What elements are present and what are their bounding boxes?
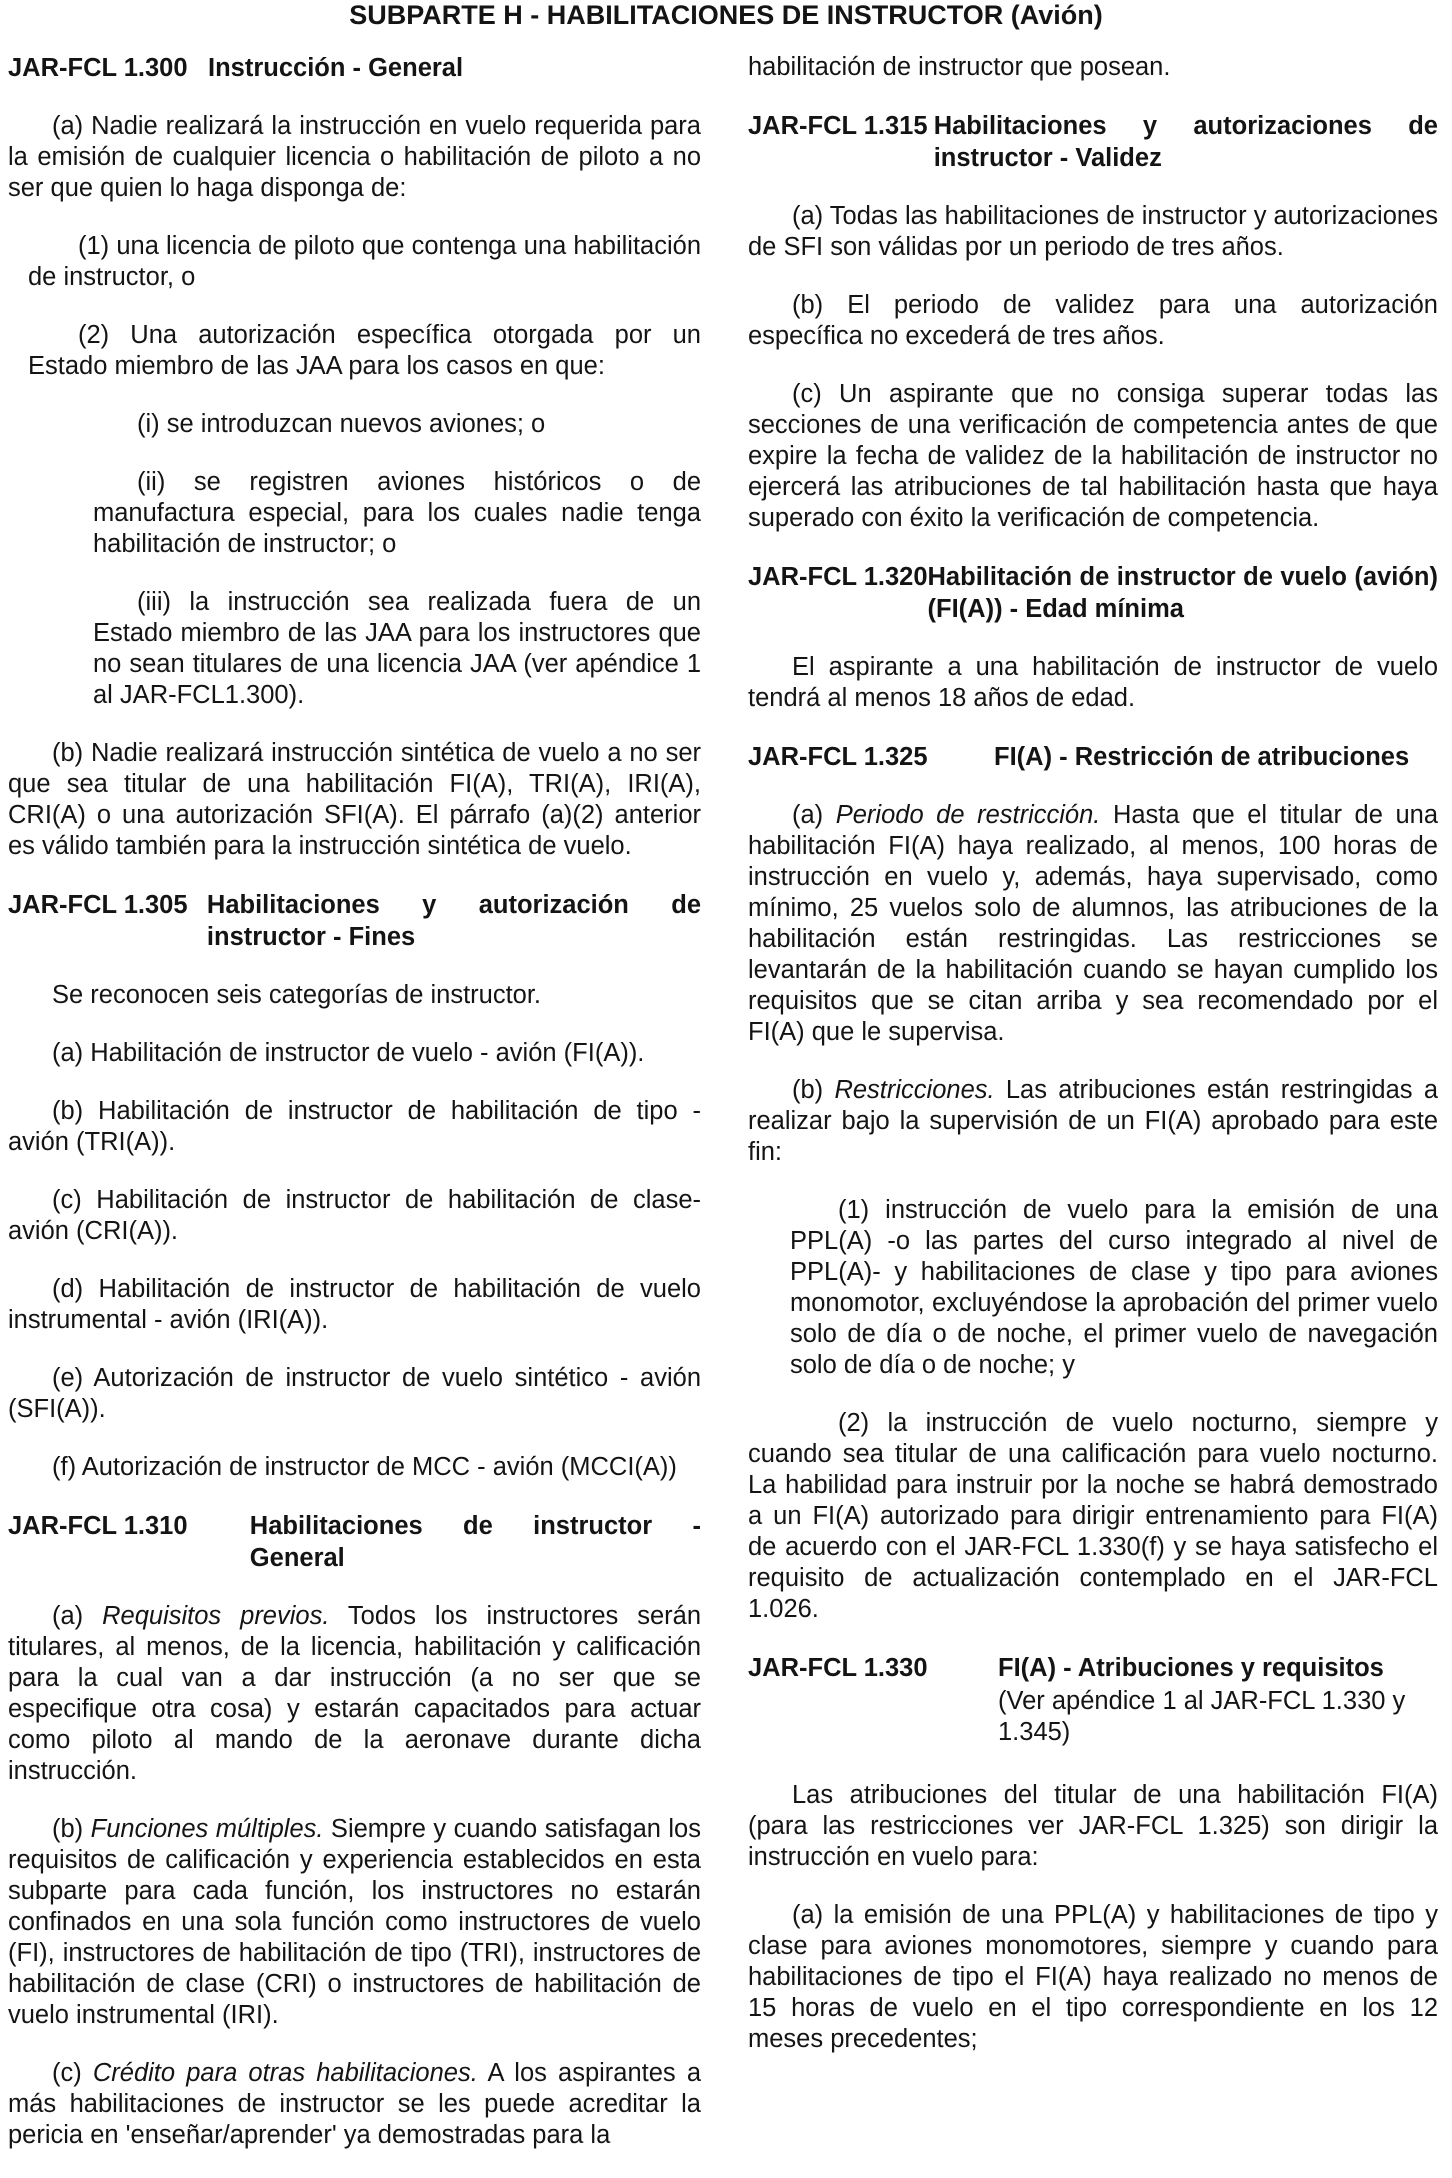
section-title: Habilitaciones y autorizaciones de instructor - Validez — [933, 112, 1438, 172]
section-heading-1315 — [748, 110, 1438, 174]
paragraph-1315-a: (a) Todas las habilitaciones de instructor y autorizaciones de SFI son válidas por un periodo de tres años. — [748, 202, 1438, 261]
paragraph-1305-b: (b) Habilitación de instructor de habilitación de tipo - avión (TRI(A)). — [8, 1097, 701, 1156]
paragraph-label: (c) — [52, 2059, 93, 2087]
section-heading-1320 — [748, 561, 1438, 625]
paragraph-1315-b: (b) El periodo de validez para una autorización específica no excederá de tres años. — [748, 291, 1438, 350]
section-title: FI(A) - Restricción de atribuciones — [994, 743, 1410, 771]
paragraph-text: Hasta que el titular de una habilitación FI(A) haya realizado, al menos, 100 horas de instrucción en vuelo y, además, haya supervisado, como mínimo, 25 vuelos solo de alumnos, las atribuciones de la habilitación están restringidas. Las restricciones se levantarán de la habilitación cuando se hayan cumplido los requisitos que se citan arriba y sea recomendado por el FI(A) que le supervisa. — [748, 801, 1439, 1046]
page-title: SUBPARTE H - HABILITACIONES DE INSTRUCTOR (Avión) — [349, 0, 1103, 30]
paragraph-1305-c: (c) Habilitación de instructor de habilitación de clase-avión (CRI(A)). — [8, 1186, 701, 1245]
section-heading-1330 — [748, 1652, 1438, 1684]
section-heading-1325 — [748, 741, 1438, 773]
paragraph-1310-c — [8, 2058, 701, 2151]
paragraph-1305-f: (f) Autorización de instructor de MCC - avión (MCCI(A)) — [52, 1453, 677, 1481]
paragraph-1325-a — [748, 800, 1438, 1048]
section-title: Habilitaciones de instructor - General — [249, 1512, 701, 1572]
paragraph-1330-a: (a) la emisión de una PPL(A) y habilitaciones de tipo y clase para aviones monomotores, siempre y cuando para habilitaciones de tipo el FI(A) haya realizado no menos de 15 horas de vuelo en el tipo correspondiente en los 12 meses precedentes; — [748, 1901, 1438, 2053]
paragraph-1310-b — [8, 1814, 701, 2031]
paragraph-label: (b) — [792, 1076, 835, 1104]
paragraph-1300-aiii: (iii) la instrucción sea realizada fuera de un Estado miembro de las JAA para los instructores que no sean titulares de una licencia JAA (ver apéndice 1 al JAR-FCL1.300). — [93, 588, 701, 709]
paragraph-1305-intro: Se reconocen seis categorías de instructor. — [52, 981, 542, 1009]
section-code: JAR-FCL 1.300 — [8, 54, 188, 82]
section-code: JAR-FCL 1.305 — [8, 891, 188, 919]
paragraph-1325-b2: (2) la instrucción de vuelo nocturno, siempre y cuando sea titular de una calificación para vuelo nocturno. La habilidad para instruir por la noche se habrá demostrado a un FI(A) autorizado para dirigir entrenamiento para FI(A) de acuerdo con el JAR-FCL 1.330(f) y se haya satisfecho el requisito de actualización contemplado en el JAR-FCL 1.026. — [748, 1409, 1438, 1623]
paragraph-heading: Crédito para otras habilitaciones. — [92, 2059, 478, 2087]
paragraph-1300-ai: (i) se introduzcan nuevos aviones; o — [137, 410, 546, 438]
paragraph-text: A los aspirantes a más habilitaciones de instructor se les puede acreditar la pericia en 'enseñar/aprender' ya demostradas para la — [8, 2059, 701, 2149]
section-heading-1305 — [8, 889, 701, 953]
paragraph-1310-a — [8, 1601, 701, 1787]
paragraph-1315-c: (c) Un aspirante que no consiga superar todas las secciones de una verificación de competencia antes de que expire la fecha de validez de la habilitación de instructor no ejercerá las atribuciones de tal habilitación hasta que haya superado con éxito la verificación de competencia. — [748, 380, 1438, 532]
paragraph-heading: Periodo de restricción. — [835, 801, 1101, 829]
paragraph-1300-aii: (ii) se registren aviones históricos o de manufactura especial, para los cuales nadie tenga habilitación de instructor; o — [93, 468, 701, 558]
paragraph-1305-e: (e) Autorización de instructor de vuelo sintético - avión (SFI(A)). — [8, 1364, 701, 1423]
section-code: JAR-FCL 1.325 — [748, 743, 928, 771]
section-heading-1300 — [8, 52, 701, 84]
paragraph-1300-a2: (2) Una autorización específica otorgada por un Estado miembro de las JAA para los casos en que: — [28, 321, 701, 380]
section-subtitle: (Ver apéndice 1 al JAR-FCL 1.330 y 1.345) — [998, 1687, 1406, 1746]
paragraph-1305-a: (a) Habilitación de instructor de vuelo - avión (FI(A)). — [52, 1039, 645, 1067]
section-title: FI(A) - Atribuciones y requisitos — [998, 1654, 1384, 1682]
paragraph-text: Siempre y cuando satisfagan los requisitos de calificación y experiencia establecidos en esta subparte para cada función, los instructores no estarán confinados en una sola función como instructores de vuelo (FI), instructores de habilitación de tipo (TRI), instructores de habilitación de clase (CRI) o instructores de habilitación de vuelo instrumental (IRI). — [8, 1815, 701, 2029]
paragraph-text: Todos los instructores serán titulares, al menos, de la licencia, habilitación y calificación para la cual van a dar instrucción (a no ser que se especifique otra cosa) y estarán capacitados para actuar como piloto al mando de la aeronave durante dicha instrucción. — [8, 1602, 702, 1785]
section-title: Habilitación de instructor de vuelo (avión) (FI(A)) - Edad mínima — [927, 563, 1438, 623]
paragraph-label: (a) — [52, 1602, 103, 1630]
paragraph-1320: El aspirante a una habilitación de instructor de vuelo tendrá al menos 18 años de edad. — [748, 653, 1438, 712]
paragraph-1325-b1: (1) instrucción de vuelo para la emisión de una PPL(A) -o las partes del curso integrado al nivel de PPL(A)- y habilitaciones de clase y tipo para aviones monomotor, excluyéndose la aprobación del primer vuelo solo de día o de noche, el primer vuelo de navegación solo de día o de noche; y — [790, 1196, 1438, 1379]
paragraph-heading: Funciones múltiples. — [90, 1815, 324, 1843]
section-title: Habilitaciones y autorización de instructor - Fines — [206, 891, 701, 951]
paragraph-1330-intro: Las atribuciones del titular de una habilitación FI(A) (para las restricciones ver JAR-FCL 1.325) son dirigir la instrucción en vuelo para: — [748, 1781, 1438, 1871]
paragraph-continuation: habilitación de instructor que posean. — [748, 53, 1171, 81]
left-column — [8, 52, 701, 2178]
paragraph-1305-d: (d) Habilitación de instructor de habilitación de vuelo instrumental - avión (IRI(A)). — [8, 1275, 701, 1334]
section-title: Instrucción - General — [208, 54, 464, 82]
paragraph-1300-a: (a) Nadie realizará la instrucción en vuelo requerida para la emisión de cualquier licencia o habilitación de piloto a no ser que quien lo haga disponga de: — [8, 112, 701, 202]
paragraph-heading: Restricciones. — [834, 1076, 995, 1104]
paragraph-heading: Requisitos previos. — [102, 1602, 330, 1630]
paragraph-label: (b) — [52, 1815, 91, 1843]
section-heading-1310 — [8, 1510, 701, 1574]
paragraph-1325-b — [748, 1075, 1438, 1168]
right-column — [748, 52, 1438, 2082]
section-code: JAR-FCL 1.310 — [8, 1512, 188, 1540]
paragraph-text: Las atribuciones están restringidas a realizar bajo la supervisión de un FI(A) aprobado para este fin: — [748, 1076, 1439, 1166]
section-code: JAR-FCL 1.330 — [748, 1654, 928, 1682]
section-code: JAR-FCL 1.320 — [748, 563, 928, 591]
paragraph-1300-b: (b) Nadie realizará instrucción sintética de vuelo a no ser que sea titular de una habilitación FI(A), TRI(A), IRI(A), CRI(A) o una autorización SFI(A). El párrafo (a)(2) anterior es válido también para la instrucción sintética de vuelo. — [8, 739, 701, 860]
section-code: JAR-FCL 1.315 — [748, 112, 928, 140]
paragraph-label: (a) — [792, 801, 836, 829]
paragraph-1300-a1: (1) una licencia de piloto que contenga una habilitación de instructor, o — [28, 232, 701, 291]
